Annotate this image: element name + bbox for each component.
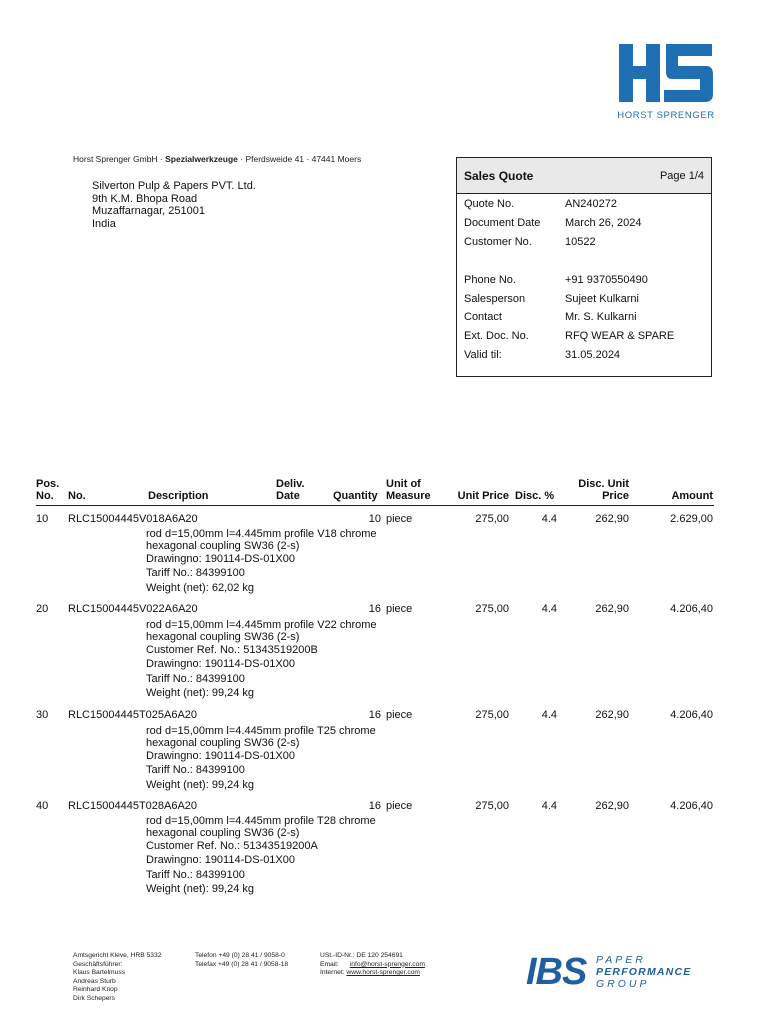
row-disc: 4.4 <box>541 513 557 525</box>
row-pos: 10 <box>36 513 49 525</box>
field-value: AN240272 <box>565 198 617 210</box>
row-quantity: 16 <box>368 603 381 615</box>
row-disc-unit-price: 262,90 <box>595 709 629 721</box>
header-quantity: Quantity <box>333 490 378 502</box>
field-label: Customer No. <box>464 236 532 248</box>
row-disc: 4.4 <box>541 709 557 721</box>
footer-phone: Telefon +49 (0) 28 41 / 9058-0 Telefax +49 (0) 28 41 / 9058-18 <box>195 952 289 968</box>
row-unit: piece <box>386 800 413 812</box>
row-description: rod d=15,00mm l=4.445mm profile V22 chrome hexagonal coupling SW36 (2-s) Customer Ref. No.: 51343519200B Drawingno: 190114-DS-01X00 Tariff No.: 84399100 Weight (net): 99,24 kg <box>146 619 377 700</box>
header-no: No. <box>68 490 86 502</box>
field-value: Mr. S. Kulkarni <box>565 311 637 323</box>
email-link[interactable]: info@horst-sprenger.com <box>349 960 425 968</box>
field-value: 31.05.2024 <box>565 349 621 361</box>
row-disc-unit-price: 262,90 <box>595 603 629 615</box>
row-unit-price: 275,00 <box>475 709 509 721</box>
field-label: Salesperson <box>464 293 526 305</box>
header-amount: Amount <box>671 490 713 502</box>
sender-bold: Spezialwerkzeuge <box>165 154 238 164</box>
field-label: Ext. Doc. No. <box>464 330 529 342</box>
field-label: Valid til: <box>464 349 502 361</box>
field-value: March 26, 2024 <box>565 217 642 229</box>
row-disc-unit-price: 262,90 <box>595 800 629 812</box>
row-item-no: RLC15004445T028A6A20 <box>68 800 198 812</box>
row-description: rod d=15,00mm l=4.445mm profile T28 chrome hexagonal coupling SW36 (2-s) Customer Ref. No.: 51343519200A Drawingno: 190114-DS-01X00 Tariff No.: 84399100 Weight (net): 99,24 kg <box>146 815 376 896</box>
row-amount: 4.206,40 <box>670 603 713 615</box>
row-disc: 4.4 <box>541 800 557 812</box>
row-unit: piece <box>386 513 413 525</box>
row-unit-price: 275,00 <box>475 513 509 525</box>
footer-registration: Amtsgericht Kleve, HRB 5332 Geschäftsführer: Klaus Bartelmuss Andreas Sturb Reinhard Knop Dirk Schepers <box>73 952 162 1002</box>
header-pos: Pos. No. <box>36 478 60 502</box>
header-disc-unit-price: Disc. Unit Price <box>578 478 629 502</box>
address-line: Muzaffarnagar, 251001 <box>92 205 205 217</box>
row-pos: 20 <box>36 603 49 615</box>
header-deliv-date: Deliv. Date <box>276 478 305 502</box>
row-unit: piece <box>386 603 413 615</box>
quote-title: Sales Quote <box>464 169 534 183</box>
row-pos: 30 <box>36 709 49 721</box>
recipient-address <box>92 180 256 230</box>
field-label: Document Date <box>464 217 541 229</box>
header-unit-price: Unit Price <box>457 490 509 502</box>
row-disc-unit-price: 262,90 <box>595 513 629 525</box>
header-divider <box>36 505 714 506</box>
sender-suffix: · Pferdsweide 41 · 47441 Moers <box>237 154 362 164</box>
row-item-no: RLC15004445V018A6A20 <box>68 513 198 525</box>
row-pos: 40 <box>36 800 49 812</box>
website-link[interactable]: www.horst-sprenger.com <box>346 969 420 977</box>
address-line: Silverton Pulp & Papers PVT. Ltd. <box>92 180 256 192</box>
row-unit: piece <box>386 709 413 721</box>
ibs-tagline: PAPER PERFORMANCE GROUP <box>596 954 692 990</box>
page-number: Page 1/4 <box>659 170 704 182</box>
quote-info-box <box>456 157 712 377</box>
row-unit-price: 275,00 <box>475 800 509 812</box>
field-label: Phone No. <box>464 274 516 286</box>
logo-wordmark: HORST SPRENGER <box>617 110 715 121</box>
quote-box-header <box>457 158 711 194</box>
sender-line <box>73 154 361 164</box>
row-description: rod d=15,00mm l=4.445mm profile V18 chrome hexagonal coupling SW36 (2-s) Drawingno: 190114-DS-01X00 Tariff No.: 84399100 Weight (net): 62,02 kg <box>146 528 377 594</box>
row-quantity: 10 <box>368 513 381 525</box>
row-amount: 4.206,40 <box>670 800 713 812</box>
row-quantity: 16 <box>368 800 381 812</box>
ibs-letters: IBS <box>526 951 587 993</box>
header-description: Description <box>148 490 209 502</box>
address-line: 9th K.M. Bhopa Road <box>92 192 198 205</box>
row-unit-price: 275,00 <box>475 603 509 615</box>
row-description: rod d=15,00mm l=4.445mm profile T25 chrome hexagonal coupling SW36 (2-s) Drawingno: 190114-DS-01X00 Tariff No.: 84399100 Weight (net): 99,24 kg <box>146 725 376 791</box>
row-item-no: RLC15004445T025A6A20 <box>68 709 198 721</box>
field-value: 10522 <box>565 236 596 248</box>
row-item-no: RLC15004445V022A6A20 <box>68 603 198 615</box>
field-label: Quote No. <box>464 198 515 210</box>
row-disc: 4.4 <box>541 603 557 615</box>
field-value: Sujeet Kulkarni <box>565 293 639 305</box>
header-disc: Disc. % <box>515 490 555 502</box>
sender-prefix: Horst Sprenger GmbH · <box>73 154 166 164</box>
row-quantity: 16 <box>368 709 381 721</box>
row-amount: 4.206,40 <box>670 709 713 721</box>
header-unit: Unit of Measure <box>386 478 431 502</box>
field-label: Contact <box>464 311 502 323</box>
field-value: RFQ WEAR & SPARE <box>565 330 675 342</box>
row-amount: 2.629,00 <box>670 513 713 525</box>
field-value: +91 9370550490 <box>565 274 648 286</box>
footer-contact: USt.-ID-Nr.: DE 120 254691 Email: info@horst-sprenger.com Internet: www.horst-sprenger.com <box>320 952 425 977</box>
ibs-paper-performance-logo <box>524 952 714 994</box>
address-line: India <box>92 217 116 230</box>
